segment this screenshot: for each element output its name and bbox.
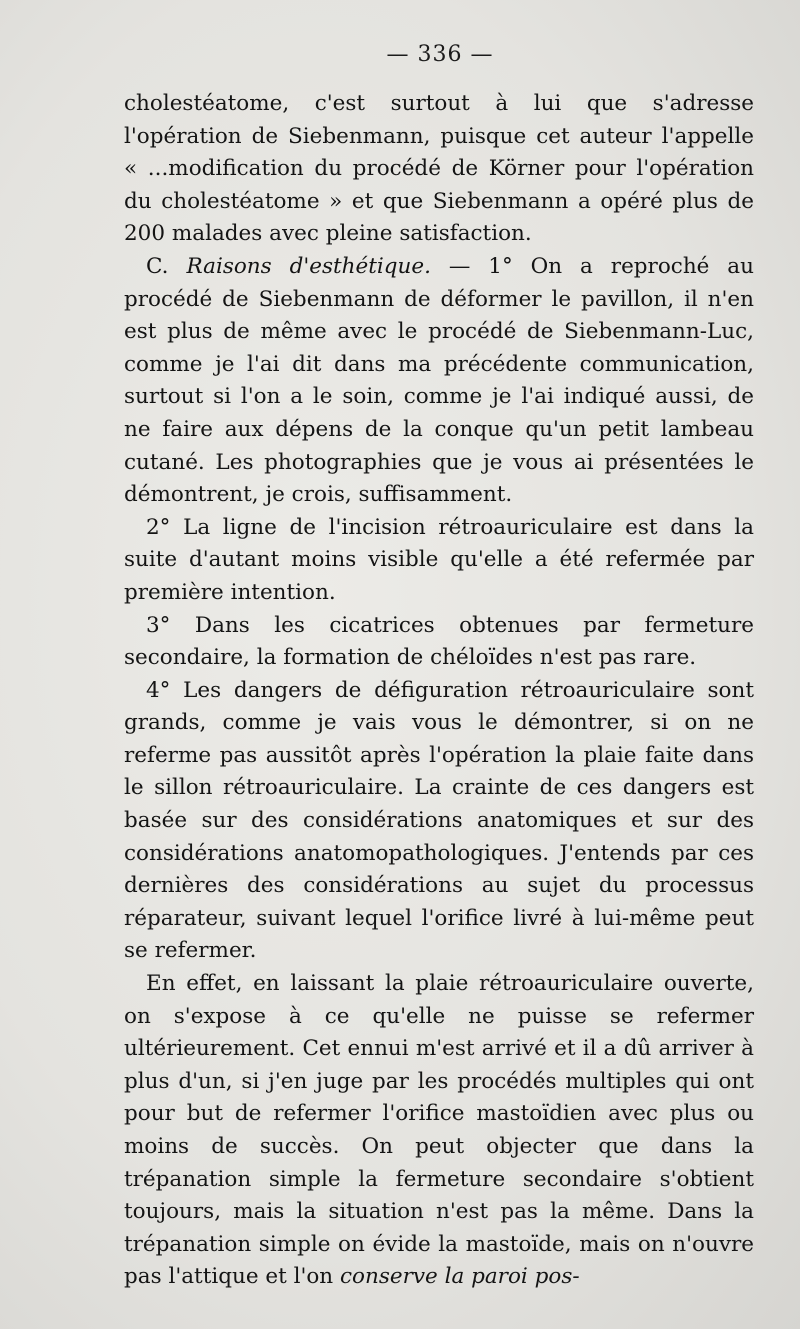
paragraph-1 — [124, 88, 754, 251]
section-heading: Raisons d'esthétique. — [186, 253, 431, 279]
body-text — [124, 88, 754, 1294]
paragraph-2 — [124, 251, 754, 512]
section-letter: C. — [146, 253, 187, 279]
paragraph-3 — [124, 512, 754, 610]
paragraph-4 — [124, 610, 754, 675]
paragraph-2-text: — 1° On a reproché au procédé de Siebenmann de déformer le pavillon, il n'en est plus de même avec le procédé de Siebenmann-Luc, comme je l'ai dit dans ma précédente communication, surtout si l'on a le soin, comme je l'ai indiqué aussi, de ne faire aux dépens de la conque qu'un petit lambeau cutané. Les photographies que je vous ai présentées le démontrent, je crois, suffisamment. — [124, 253, 754, 508]
paragraph-1-text: cholestéatome, c'est surtout à lui que s'adresse l'opération de Siebenmann, puisque cet auteur l'appelle « ...modification du procédé de Körner pour l'opération du cholestéatome » et que Siebenmann a opéré plus de 200 malades avec pleine satisfaction. — [124, 91, 754, 247]
paragraph-3-text: 2° La ligne de l'incision rétroauriculaire est dans la suite d'autant moins visible qu'elle a été refermée par première intention. — [124, 514, 754, 605]
paragraph-6-text: En effet, en laissant la plaie rétroauriculaire ouverte, on s'expose à ce qu'elle ne puisse se refermer ultérieurement. Cet ennui m'est arrivé et il a dû arriver à plus d'un, si j'en juge par les procédés multiples qui ont pour but de refermer l'orifice mastoïdien avec plus ou moins de succès. On peut objecter que dans la trépanation simple la fermeture secondaire s'obtient toujours, mais la situation n'est pas la même. Dans la trépanation simple on évide la mastoïde, mais on n'ouvre pas l'attique et l'on — [124, 971, 754, 1290]
paragraph-6 — [124, 968, 754, 1294]
paragraph-5 — [124, 675, 754, 968]
paragraph-4-text: 3° Dans les cicatrices obtenues par fermeture secondaire, la formation de chéloïdes n'est pas rare. — [124, 612, 754, 671]
paragraph-5-text: 4° Les dangers de défiguration rétroauriculaire sont grands, comme je vais vous le démontrer, si on ne referme pas aussitôt après l'opération la plaie faite dans le sillon rétroauriculaire. La crainte de ces dangers est basée sur des considérations anatomiques et sur des considérations anatomopathologiques. J'entends par ces dernières des considérations au sujet du processus réparateur, suivant lequel l'orifice livré à lui-même peut se refermer. — [124, 677, 754, 964]
page-number: — 336 — — [386, 42, 494, 67]
paragraph-6-italic: conserve la paroi pos- — [340, 1264, 580, 1290]
